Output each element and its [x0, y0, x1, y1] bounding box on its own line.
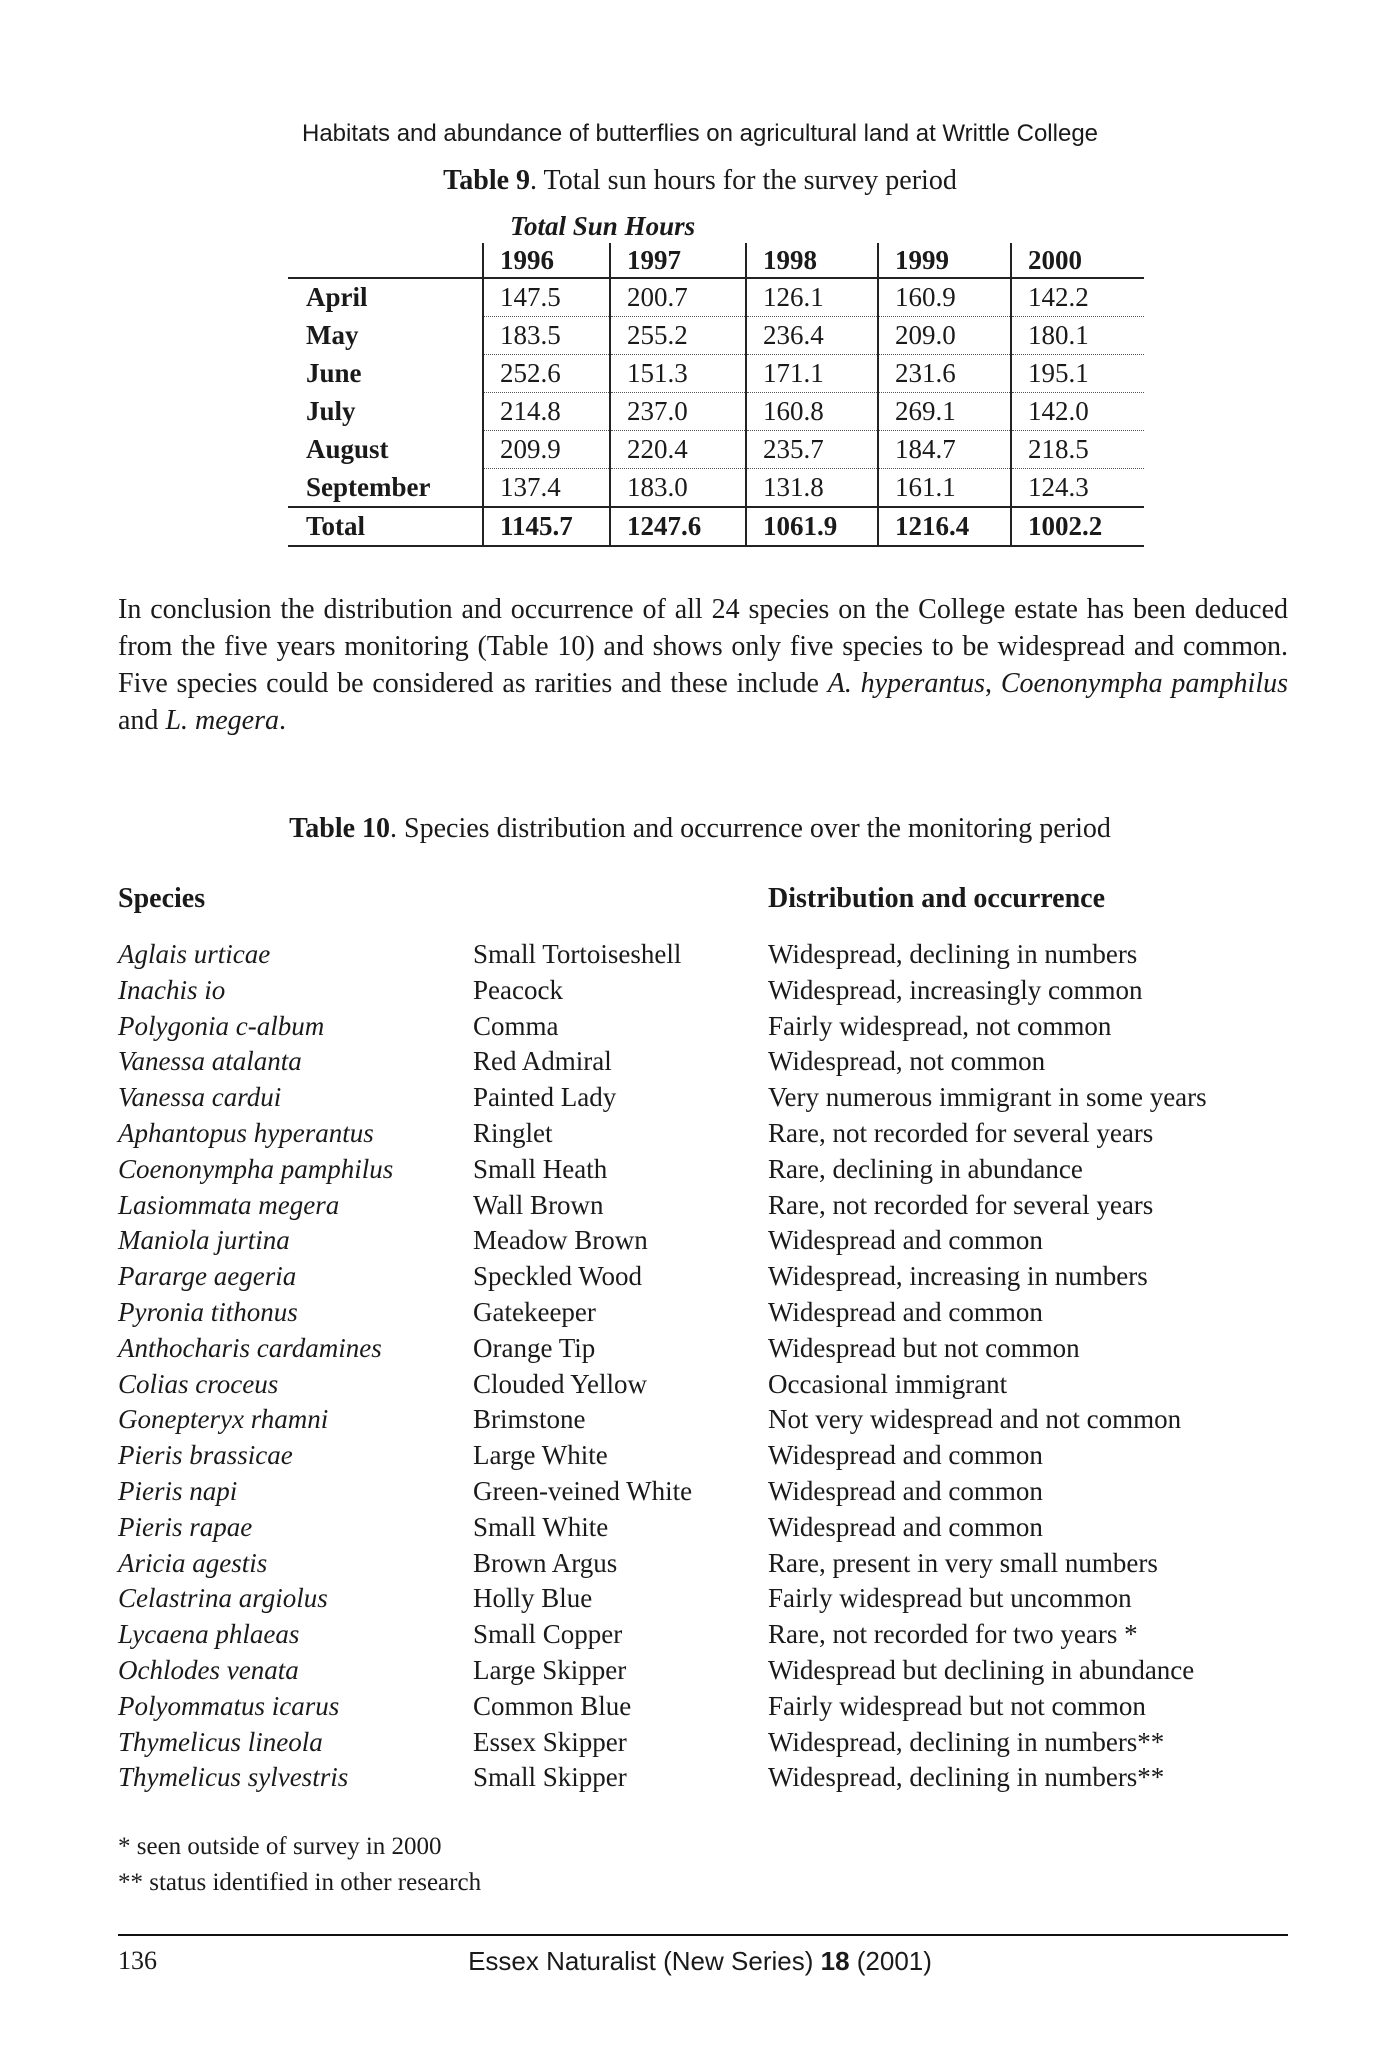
- scientific-name: Coenonympha pamphilus: [118, 1153, 394, 1184]
- species-column-header: Species: [118, 883, 206, 914]
- common-name: Small Heath: [473, 1153, 608, 1184]
- total-cell: 1247.6: [610, 507, 746, 546]
- journal-citation: [0, 1946, 1400, 1977]
- sun-hours-cell: 124.3: [1011, 469, 1144, 508]
- paragraph-species: A. hyperantus: [827, 668, 986, 699]
- distribution-text: Fairly widespread but not common: [768, 1690, 1146, 1721]
- distribution-text: Rare, present in very small numbers: [768, 1547, 1158, 1578]
- common-name: Comma: [473, 1010, 559, 1041]
- total-cell: 1145.7: [483, 507, 610, 546]
- distribution-text: Widespread and common: [768, 1440, 1043, 1471]
- distribution-text: Not very widespread and not common: [768, 1404, 1182, 1435]
- species-row: [118, 1259, 1288, 1295]
- species-row: [118, 1080, 1288, 1116]
- scientific-name: Anthocharis cardamines: [118, 1332, 382, 1363]
- common-name: Speckled Wood: [473, 1261, 643, 1292]
- paragraph-species: Coenonympha pamphilus: [1000, 668, 1289, 699]
- scientific-name: Thymelicus sylvestris: [118, 1762, 349, 1793]
- distribution-text: Rare, not recorded for two years *: [768, 1619, 1138, 1650]
- scientific-name: Pieris napi: [118, 1475, 238, 1506]
- distribution-text: Widespread but not common: [768, 1332, 1080, 1363]
- table9-caption-text: . Total sun hours for the survey period: [530, 165, 957, 196]
- species-row: [118, 1331, 1288, 1367]
- scientific-name: Aricia agestis: [118, 1547, 268, 1578]
- scientific-name: Aphantopus hyperantus: [118, 1117, 374, 1148]
- species-row: [118, 1438, 1288, 1474]
- sun-hours-table: [288, 243, 1144, 547]
- common-name: Small Copper: [473, 1619, 623, 1650]
- table9-row-june: [288, 355, 1144, 393]
- month-label: June: [306, 358, 362, 388]
- scientific-name: Pieris brassicae: [118, 1440, 293, 1471]
- common-name: Large Skipper: [473, 1654, 627, 1685]
- journal-name: Essex Naturalist (New Series): [468, 1946, 821, 1976]
- scientific-name: Lycaena phlaeas: [118, 1619, 300, 1650]
- species-row: [118, 1760, 1288, 1796]
- month-label: May: [306, 320, 359, 350]
- common-name: Common Blue: [473, 1690, 632, 1721]
- scientific-name: Colias croceus: [118, 1368, 279, 1399]
- sun-hours-cell: 161.1: [878, 469, 1011, 508]
- species-row: [118, 973, 1288, 1009]
- sun-hours-cell: 137.4: [483, 469, 610, 508]
- species-row: [118, 1223, 1288, 1259]
- sun-hours-cell: 142.2: [1011, 278, 1144, 317]
- sun-hours-cell: 231.6: [878, 355, 1011, 393]
- sun-hours-cell: 269.1: [878, 393, 1011, 431]
- common-name: Brown Argus: [473, 1547, 618, 1578]
- sun-hours-cell: 236.4: [746, 317, 878, 355]
- sun-hours-cell: 160.9: [878, 278, 1011, 317]
- table9-row-july: [288, 393, 1144, 431]
- scientific-name: Lasiommata megera: [118, 1189, 340, 1220]
- table10-label: Table 10: [289, 813, 391, 844]
- sun-hours-cell: 255.2: [610, 317, 746, 355]
- common-name: Holly Blue: [473, 1583, 593, 1614]
- scientific-name: Pieris rapae: [118, 1511, 253, 1542]
- journal-volume: 18: [820, 1946, 850, 1976]
- species-row: [118, 937, 1288, 973]
- species-row: [118, 1725, 1288, 1761]
- scientific-name: Pyronia tithonus: [118, 1296, 298, 1327]
- table9-row-september: [288, 469, 1144, 508]
- scientific-name: Ochlodes venata: [118, 1654, 299, 1685]
- sun-hours-cell: 151.3: [610, 355, 746, 393]
- scientific-name: Polyommatus icarus: [118, 1690, 340, 1721]
- sun-hours-cell: 183.0: [610, 469, 746, 508]
- species-row: [118, 1116, 1288, 1152]
- common-name: Orange Tip: [473, 1332, 596, 1363]
- scientific-name: Pararge aegeria: [118, 1261, 297, 1292]
- sun-hours-cell: 160.8: [746, 393, 878, 431]
- common-name: Small White: [473, 1511, 609, 1542]
- distribution-text: Widespread and common: [768, 1225, 1043, 1256]
- common-name: Wall Brown: [473, 1189, 604, 1220]
- table9-caption: [0, 165, 1400, 197]
- year-header-2000: 2000: [1011, 243, 1144, 278]
- distribution-text: Fairly widespread, not common: [768, 1010, 1112, 1041]
- common-name: Ringlet: [473, 1117, 553, 1148]
- species-row: [118, 1653, 1288, 1689]
- distribution-text: Widespread, declining in numbers: [768, 939, 1138, 969]
- table9-row-august: [288, 431, 1144, 469]
- sun-hours-cell: 131.8: [746, 469, 878, 508]
- journal-year: (2001): [849, 1946, 932, 1976]
- species-row: [118, 1689, 1288, 1725]
- distribution-text: Fairly widespread but uncommon: [768, 1583, 1132, 1614]
- sun-hours-cell: 184.7: [878, 431, 1011, 469]
- running-head: Habitats and abundance of butterflies on agricultural land at Writtle College: [301, 120, 1099, 147]
- common-name: Essex Skipper: [473, 1726, 627, 1757]
- species-table: [118, 937, 1288, 1796]
- sun-hours-cell: 252.6: [483, 355, 610, 393]
- sun-hours-cell: 214.8: [483, 393, 610, 431]
- sun-hours-cell: 220.4: [610, 431, 746, 469]
- species-row: [118, 1546, 1288, 1582]
- sun-hours-cell: 147.5: [483, 278, 610, 317]
- scientific-name: Celastrina argiolus: [118, 1583, 328, 1614]
- scientific-name: Maniola jurtina: [118, 1225, 290, 1256]
- distribution-text: Widespread, declining in numbers**: [768, 1762, 1165, 1793]
- month-label: August: [306, 434, 389, 464]
- common-name: Small Skipper: [473, 1762, 627, 1793]
- sun-hours-cell: 126.1: [746, 278, 878, 317]
- distribution-text: Widespread, declining in numbers**: [768, 1726, 1165, 1757]
- month-label: September: [306, 471, 431, 502]
- scientific-name: Polygonia c-album: [118, 1010, 325, 1041]
- total-cell: 1216.4: [878, 507, 1011, 546]
- table9-row-may: [288, 317, 1144, 355]
- paragraph-species: L. megera: [165, 705, 279, 736]
- common-name: Gatekeeper: [473, 1296, 596, 1327]
- scientific-name: Gonepteryx rhamni: [118, 1404, 329, 1435]
- sun-hours-cell: 142.0: [1011, 393, 1144, 431]
- distribution-text: Widespread and common: [768, 1296, 1043, 1327]
- scientific-name: Thymelicus lineola: [118, 1726, 323, 1757]
- sun-hours-cell: 237.0: [610, 393, 746, 431]
- total-label: Total: [288, 507, 483, 546]
- paragraph-text: and: [118, 705, 166, 736]
- species-row: [118, 1009, 1288, 1045]
- common-name: Small Tortoiseshell: [473, 939, 682, 969]
- distribution-column-header: Distribution and occurrence: [768, 883, 1106, 914]
- paragraph-text: .: [278, 705, 286, 736]
- sun-hours-cell: 183.5: [483, 317, 610, 355]
- common-name: Large White: [473, 1440, 608, 1471]
- sun-hours-cell: 180.1: [1011, 317, 1144, 355]
- species-row: [118, 1188, 1288, 1224]
- total-cell: 1002.2: [1011, 507, 1144, 546]
- footnote: * seen outside of survey in 2000: [118, 1833, 442, 1860]
- species-row: [118, 1152, 1288, 1188]
- species-row: [118, 1581, 1288, 1617]
- species-row: [118, 1510, 1288, 1546]
- scientific-name: Inachis io: [118, 974, 226, 1005]
- common-name: Brimstone: [473, 1404, 586, 1435]
- sun-hours-cell: 218.5: [1011, 431, 1144, 469]
- common-name: Painted Lady: [473, 1082, 617, 1113]
- distribution-text: Widespread, not common: [768, 1046, 1046, 1077]
- scientific-name: Vanessa cardui: [118, 1082, 282, 1113]
- sun-hours-cell: 209.9: [483, 431, 610, 469]
- species-row: [118, 1617, 1288, 1653]
- distribution-text: Rare, declining in abundance: [768, 1153, 1083, 1184]
- table9-row-april: [288, 278, 1144, 317]
- common-name: Clouded Yellow: [473, 1368, 648, 1399]
- distribution-text: Occasional immigrant: [768, 1368, 1008, 1399]
- year-header-1999: 1999: [878, 243, 1011, 278]
- year-header-1996: 1996: [483, 243, 610, 278]
- footer-rule: [118, 1934, 1288, 1936]
- table10-caption-text: . Species distribution and occurrence over the monitoring period: [390, 813, 1111, 844]
- month-label: April: [306, 282, 368, 313]
- species-row: [118, 1474, 1288, 1510]
- distribution-text: Widespread and common: [768, 1475, 1043, 1506]
- common-name: Peacock: [473, 974, 563, 1005]
- sun-hours-cell: 209.0: [878, 317, 1011, 355]
- species-row: [118, 1044, 1288, 1080]
- total-cell: 1061.9: [746, 507, 878, 546]
- paragraph-text: ,: [985, 668, 1001, 699]
- table9-super-header: Total Sun Hours: [510, 211, 696, 241]
- table10-caption: [0, 813, 1400, 845]
- distribution-text: Rare, not recorded for several years: [768, 1117, 1154, 1148]
- sun-hours-cell: 195.1: [1011, 355, 1144, 393]
- month-label: July: [306, 396, 356, 426]
- distribution-text: Widespread, increasing in numbers: [768, 1261, 1148, 1292]
- scientific-name: Vanessa atalanta: [118, 1046, 302, 1077]
- common-name: Red Admiral: [473, 1046, 612, 1077]
- species-row: [118, 1367, 1288, 1403]
- species-row: [118, 1295, 1288, 1331]
- distribution-text: Widespread and common: [768, 1511, 1043, 1542]
- paragraph-text: In conclusion the distribution and occurrence of all 24 species on the College estate has been deduced from the five years monitoring (Table 10) and shows only five species to be widespread and common. Five species could be considered as rarities and these include: [118, 594, 1288, 699]
- sun-hours-cell: 171.1: [746, 355, 878, 393]
- common-name: Green-veined White: [473, 1475, 693, 1506]
- distribution-text: Widespread, increasingly common: [768, 974, 1143, 1005]
- sun-hours-cell: 200.7: [610, 278, 746, 317]
- distribution-text: Very numerous immigrant in some years: [768, 1082, 1207, 1113]
- footnote: ** status identified in other research: [118, 1869, 482, 1896]
- table9-label: Table 9: [443, 165, 531, 196]
- sun-hours-cell: 235.7: [746, 431, 878, 469]
- year-header-1997: 1997: [610, 243, 746, 278]
- table9-header-row: [288, 243, 1144, 278]
- table9-total-row: [288, 507, 1144, 546]
- year-header-1998: 1998: [746, 243, 878, 278]
- common-name: Meadow Brown: [473, 1225, 648, 1256]
- scientific-name: Aglais urticae: [118, 939, 271, 969]
- page-number: 136: [118, 1946, 157, 1975]
- distribution-text: Rare, not recorded for several years: [768, 1189, 1154, 1220]
- distribution-text: Widespread but declining in abundance: [768, 1654, 1195, 1685]
- species-row: [118, 1402, 1288, 1438]
- table9-corner-cell: [288, 243, 483, 278]
- conclusion-paragraph: [118, 591, 1288, 739]
